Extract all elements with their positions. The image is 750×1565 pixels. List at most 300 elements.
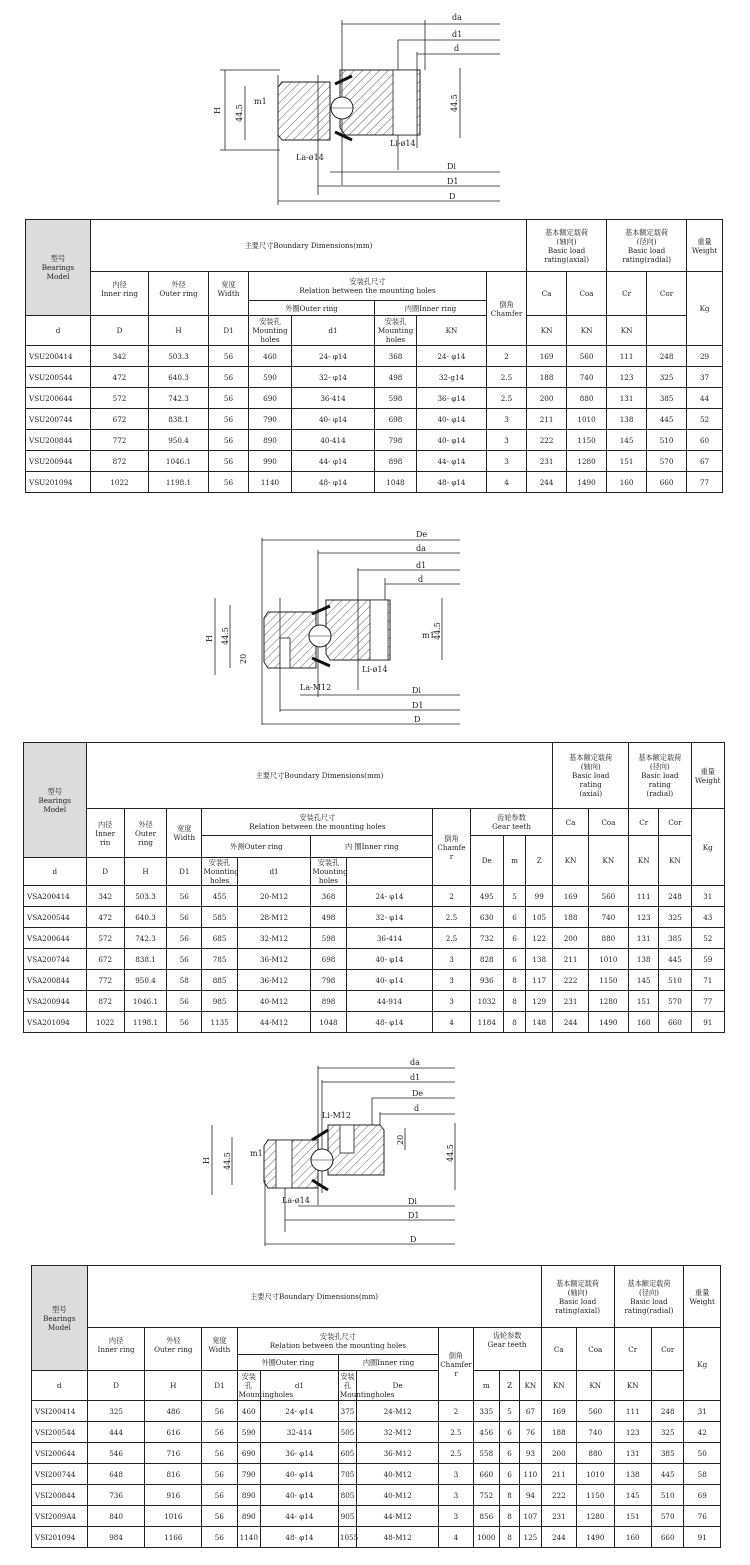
model-cell: VSA200744 (24, 949, 87, 970)
dim-44-5-right: 44.5 (433, 622, 442, 640)
sym-m: m (503, 836, 525, 886)
table-cell: 52 (691, 928, 724, 949)
table-cell: 325 (651, 1422, 683, 1443)
table-cell: 1280 (577, 1506, 614, 1527)
table-cell: 4 (439, 1527, 473, 1548)
table-cell: 990 (249, 451, 292, 472)
table-cell: 816 (145, 1464, 202, 1485)
table-cell: 151 (607, 451, 647, 472)
axial-load-header: 基本额定载荷 (轴向) Basic load rating(axial) (541, 1266, 614, 1328)
cr-header: Cr (614, 1328, 651, 1371)
table-cell: 44 (687, 388, 723, 409)
table-cell: 231 (553, 991, 588, 1012)
table-row (26, 346, 723, 367)
table-cell: 660 (647, 472, 687, 493)
outer-diameter-header: 外径 Outer ring (149, 272, 209, 316)
table-cell: 1048 (311, 1012, 346, 1033)
table-cell: 56 (209, 367, 249, 388)
table-cell: 630 (470, 907, 503, 928)
table-cell: 117 (526, 970, 553, 991)
table-cell: 805 (338, 1485, 356, 1506)
table-cell: 110 (520, 1464, 541, 1485)
kn-unit: KN (541, 1371, 576, 1401)
table-cell: 36-414 (292, 388, 375, 409)
table-cell: 200 (527, 388, 567, 409)
dim-H: H (205, 635, 214, 642)
callout-m1: m1 (254, 97, 267, 106)
mounting-header: 安装孔尺寸 Relation between the mounting holes (202, 809, 433, 836)
table-cell: 91 (684, 1527, 721, 1548)
table-cell: 1184 (470, 1012, 503, 1033)
kg-header: Kg (684, 1328, 721, 1401)
mounting-header: 安装孔尺寸 Relation between the mounting holes (237, 1328, 439, 1355)
table-cell: 131 (614, 1443, 651, 1464)
table-row (32, 1485, 721, 1506)
table-cell: 36-M12 (357, 1443, 439, 1464)
table-cell: 880 (567, 388, 607, 409)
table-cell: 916 (145, 1485, 202, 1506)
table-cell: 505 (338, 1422, 356, 1443)
table-cell: 950.4 (149, 430, 209, 451)
table-cell: 325 (659, 907, 691, 928)
table-cell: 107 (520, 1506, 541, 1527)
table-cell: 145 (629, 970, 659, 991)
table-cell: 77 (687, 472, 723, 493)
dim-Di: Di (412, 686, 421, 695)
table-cell: 44- φ14 (260, 1506, 338, 1527)
table-cell: 40-414 (292, 430, 375, 451)
table-cell: 40- φ14 (292, 409, 375, 430)
model-header: 型号 Bearings Model (32, 1266, 88, 1371)
ca-header: Ca (553, 809, 588, 836)
sym-d1: d1 (260, 1371, 338, 1401)
table-cell: 905 (338, 1506, 356, 1527)
table-cell: 1010 (588, 949, 628, 970)
table-cell: 984 (87, 1527, 145, 1548)
table-cell: 8 (499, 1527, 519, 1548)
table-cell: 67 (520, 1401, 541, 1422)
table-cell: 56 (202, 1506, 237, 1527)
dim-D: D (410, 1235, 417, 1244)
table-cell: 32-g14 (417, 367, 487, 388)
table-cell: 660 (651, 1527, 683, 1548)
table-cell: 872 (86, 991, 124, 1012)
bearing-drawing-vsa (200, 525, 510, 730)
kn-unit: KN (588, 836, 628, 886)
table-cell: 838.1 (124, 949, 166, 970)
table-row (32, 1422, 721, 1443)
kn-unit: KN (417, 316, 487, 346)
chamfer-header: 倒角 Chamfer (487, 272, 527, 346)
table-cell: 1055 (338, 1527, 356, 1548)
table-cell: 56 (209, 451, 249, 472)
table-cell: 32-414 (260, 1422, 338, 1443)
table-cell: 31 (684, 1401, 721, 1422)
table-cell: 40- φ14 (346, 949, 433, 970)
table-cell: 375 (338, 1401, 356, 1422)
chamfer-header: 倒角 Chamfer r (439, 1328, 473, 1401)
table-cell: 444 (87, 1422, 145, 1443)
table-cell: 598 (375, 388, 417, 409)
table-cell: 36-M12 (237, 949, 311, 970)
table-cell: 1000 (473, 1527, 499, 1548)
mounting-holes-outer-header: 安装孔 Mountingholes (238, 1372, 294, 1399)
model-cell: VSU200944 (26, 451, 91, 472)
table-cell: 40-M12 (357, 1464, 439, 1485)
table-cell: 44-914 (346, 991, 433, 1012)
table-cell: 716 (145, 1443, 202, 1464)
table-cell: 36- φ14 (260, 1443, 338, 1464)
table-cell: 138 (607, 409, 647, 430)
table-cell: 93 (520, 1443, 541, 1464)
table-cell: 200 (553, 928, 588, 949)
table-cell: 56 (202, 1422, 237, 1443)
dim-d: d (414, 1104, 420, 1113)
model-cell: VSI200644 (32, 1443, 88, 1464)
table-cell: 698 (375, 409, 417, 430)
mounting-holes-inner-header: 安装孔 Mountingholes (339, 1372, 395, 1399)
table-cell: 211 (527, 409, 567, 430)
table-cell: 24- φ14 (417, 346, 487, 367)
model-cell: VSA200844 (24, 970, 87, 991)
table-cell: 495 (470, 886, 503, 907)
table-cell: 732 (470, 928, 503, 949)
cor-header: Cor (651, 1328, 683, 1371)
table-cell: 455 (202, 886, 237, 907)
dim-d1: d1 (416, 561, 427, 570)
table-cell: 560 (577, 1401, 614, 1422)
table-cell: 56 (209, 472, 249, 493)
callout-li: Li-ø14 (362, 665, 388, 674)
table-cell: 48- φ14 (417, 472, 487, 493)
table-cell: 740 (588, 907, 628, 928)
table-cell: 48- φ14 (260, 1527, 338, 1548)
table-cell: 660 (473, 1464, 499, 1485)
table-cell: 32-M12 (237, 928, 311, 949)
sym-d: d (24, 858, 87, 886)
table-cell: 56 (209, 346, 249, 367)
table-cell: 32- φ14 (292, 367, 375, 388)
model-cell: VSU200544 (26, 367, 91, 388)
table-cell: 56 (209, 430, 249, 451)
table-cell: 503.3 (149, 346, 209, 367)
sym-d1: d1 (292, 316, 375, 346)
kn-unit: KN (553, 836, 588, 886)
table-cell: 560 (567, 346, 607, 367)
dim-H: H (202, 1157, 211, 1164)
table-cell: 1032 (470, 991, 503, 1012)
table-row (26, 430, 723, 451)
table-cell: 385 (659, 928, 691, 949)
table-cell: 248 (651, 1401, 683, 1422)
table-cell: 244 (527, 472, 567, 493)
dim-44-5-right: 44.5 (450, 94, 459, 112)
table-cell: 244 (541, 1527, 576, 1548)
model-header: 型号 Bearings Model (24, 743, 87, 858)
ca-header: Ca (541, 1328, 576, 1371)
table-cell: 20-M12 (237, 886, 311, 907)
table-cell: 56 (202, 1527, 237, 1548)
table-cell: 6 (503, 907, 525, 928)
table-cell: 125 (520, 1527, 541, 1548)
dim-44-5-right: 44.5 (446, 1144, 455, 1162)
table-cell: 2 (487, 346, 527, 367)
table-cell: 950.4 (124, 970, 166, 991)
coa-header: Coa (588, 809, 628, 836)
model-cell: VSI200744 (32, 1464, 88, 1485)
model-cell: VSU200844 (26, 430, 91, 451)
table-cell: 36-M12 (237, 970, 311, 991)
table-cell: 2 (439, 1401, 473, 1422)
table-cell: 8 (499, 1506, 519, 1527)
table-cell: 76 (684, 1506, 721, 1527)
ca-header: Ca (527, 272, 567, 316)
model-cell: VSA200644 (24, 928, 87, 949)
weight-header: 重量 Weight (684, 1266, 721, 1328)
callout-m1: m1 (422, 631, 435, 640)
sym-d: d (32, 1371, 88, 1401)
table-cell: 498 (375, 367, 417, 388)
table-cell: 48-M12 (357, 1527, 439, 1548)
table-cell: 138 (526, 949, 553, 970)
table-row (26, 388, 723, 409)
table-cell: 44-M12 (357, 1506, 439, 1527)
table-cell: 129 (526, 991, 553, 1012)
table-cell: 123 (614, 1422, 651, 1443)
table-cell: 1198.1 (149, 472, 209, 493)
weight-header: 重量 Weight (691, 743, 724, 809)
table-cell: 1022 (91, 472, 149, 493)
table-cell: 1016 (145, 1506, 202, 1527)
dim-D: D (414, 715, 421, 724)
table-cell: 145 (607, 430, 647, 451)
inner-diameter-header: 内径 Inner rin (86, 809, 124, 858)
table-cell: 8 (503, 991, 525, 1012)
table-cell: 445 (659, 949, 691, 970)
table-cell: 56 (167, 886, 202, 907)
table-cell: 211 (541, 1464, 576, 1485)
table-cell: 222 (553, 970, 588, 991)
table-cell: 872 (91, 451, 149, 472)
sym-Z: Z (499, 1371, 519, 1401)
inner-ring-header: 内圈Inner ring (338, 1355, 438, 1371)
sym-De: De (470, 836, 503, 886)
table-cell: 42 (684, 1422, 721, 1443)
table-row (26, 472, 723, 493)
dim-D1: D1 (447, 177, 459, 186)
table-row (26, 409, 723, 430)
outer-ring-header: 外测Outer ring (202, 836, 311, 858)
table-cell: 4 (433, 1012, 470, 1033)
table-cell: 1140 (249, 472, 292, 493)
table-cell: 32-M12 (357, 1422, 439, 1443)
callout-m1: m1 (250, 1149, 263, 1158)
table-cell: 40- φ14 (260, 1485, 338, 1506)
table-cell: 59 (691, 949, 724, 970)
table-cell: 56 (202, 1485, 237, 1506)
spec-table-vsa (23, 742, 725, 1033)
table-cell: 131 (607, 388, 647, 409)
table-cell: 590 (249, 367, 292, 388)
table-cell: 498 (311, 907, 346, 928)
table-cell: 24- φ14 (260, 1401, 338, 1422)
sym-D: D (86, 858, 124, 886)
table-cell: 342 (86, 886, 124, 907)
table-cell: 6 (503, 949, 525, 970)
table-cell: 856 (473, 1506, 499, 1527)
dim-d: d (418, 575, 424, 584)
table-cell: 3 (487, 409, 527, 430)
table-cell: 3 (433, 949, 470, 970)
table-cell: 3 (487, 430, 527, 451)
table-cell: 890 (249, 430, 292, 451)
table-cell: 188 (553, 907, 588, 928)
table-cell: 48- φ14 (346, 1012, 433, 1033)
inner-diameter-header: 内径 Inner ring (91, 272, 149, 316)
table-cell: 740 (577, 1422, 614, 1443)
cr-header: Cr (629, 809, 659, 836)
table-cell: 6 (503, 928, 525, 949)
table-cell: 325 (647, 367, 687, 388)
table-cell: 151 (614, 1506, 651, 1527)
sym-D: D (91, 316, 149, 346)
table-cell: 138 (629, 949, 659, 970)
table-cell: 570 (651, 1506, 683, 1527)
table-cell: 1198.1 (124, 1012, 166, 1033)
callout-la: La-ø14 (282, 1196, 310, 1205)
table-cell: 37 (687, 367, 723, 388)
table-cell: 50 (684, 1443, 721, 1464)
table-cell: 111 (629, 886, 659, 907)
table-cell: 572 (86, 928, 124, 949)
table-cell: 3 (439, 1485, 473, 1506)
table-cell: 60 (687, 430, 723, 451)
table-cell: 890 (237, 1506, 260, 1527)
model-cell: VSI200544 (32, 1422, 88, 1443)
table-cell: 105 (526, 907, 553, 928)
table-cell: 772 (91, 430, 149, 451)
table-cell: 77 (691, 991, 724, 1012)
table-cell: 56 (209, 388, 249, 409)
table-cell: 560 (588, 886, 628, 907)
table-row (26, 367, 723, 388)
sym-D: D (87, 1371, 145, 1401)
table-cell: 790 (237, 1464, 260, 1485)
table-cell: 880 (588, 928, 628, 949)
table-cell: 1150 (567, 430, 607, 451)
table-cell: 58 (684, 1464, 721, 1485)
sym-Z: Z (526, 836, 553, 886)
table-cell: 690 (249, 388, 292, 409)
table-cell: 510 (659, 970, 691, 991)
model-cell: VSI200414 (32, 1401, 88, 1422)
table-cell: 76 (520, 1422, 541, 1443)
table-cell: 248 (659, 886, 691, 907)
table-cell: 503.3 (124, 886, 166, 907)
model-cell: VSU200644 (26, 388, 91, 409)
callout-la: La-ø14 (296, 153, 324, 162)
table-cell: 56 (167, 928, 202, 949)
boundary-header: 主要尺寸Boundary Dimensions(mm) (86, 743, 553, 809)
dim-De: De (412, 1089, 424, 1098)
table-cell: 445 (651, 1464, 683, 1485)
table-cell: 2.5 (487, 388, 527, 409)
table-cell: 648 (87, 1464, 145, 1485)
table-row (24, 1012, 725, 1033)
table-cell: 985 (202, 991, 237, 1012)
table-cell: 169 (541, 1401, 576, 1422)
table-row (24, 991, 725, 1012)
table-cell: 56 (167, 949, 202, 970)
table-cell: 798 (311, 970, 346, 991)
model-cell: VSU200744 (26, 409, 91, 430)
sym-H: H (145, 1371, 202, 1401)
sym-H: H (149, 316, 209, 346)
table-cell: 56 (202, 1464, 237, 1485)
table-cell: 486 (145, 1401, 202, 1422)
callout-li: Li-ø14 (390, 139, 416, 148)
table-cell: 24-M12 (357, 1401, 439, 1422)
table-cell: 160 (614, 1527, 651, 1548)
table-cell: 3 (433, 991, 470, 1012)
chamfer-header: 倒角 Chamfe r (433, 809, 470, 886)
table-cell: 8 (503, 1012, 525, 1033)
gear-teeth-header: 齿轮参数 Gear teeth (470, 809, 553, 836)
table-cell: 44- φ14 (417, 451, 487, 472)
dim-44-5-left: 44.5 (223, 1152, 232, 1170)
outer-ring-header: 外圈Outer ring (249, 301, 375, 316)
table-cell: 1046.1 (124, 991, 166, 1012)
table-cell: 5 (503, 886, 525, 907)
table-cell: 36-414 (346, 928, 433, 949)
boundary-header: 主要尺寸Boundary Dimensions(mm) (91, 220, 527, 272)
table-cell: 123 (607, 367, 647, 388)
kn-unit: KN (629, 836, 659, 886)
table-cell: 111 (614, 1401, 651, 1422)
table-cell: 160 (629, 1012, 659, 1033)
table-cell: 1150 (577, 1485, 614, 1506)
table-cell: 472 (91, 367, 149, 388)
model-cell: VSU201094 (26, 472, 91, 493)
table-cell: 40-M12 (357, 1485, 439, 1506)
table-cell: 32- φ14 (346, 907, 433, 928)
kg-header: Kg (687, 272, 723, 346)
kn-unit: KN (527, 316, 567, 346)
dim-d1: d1 (452, 30, 463, 39)
inner-ring-header: 内圈Inner ring (375, 301, 487, 316)
kn-unit: KN (567, 316, 607, 346)
table-cell: 40- φ14 (260, 1464, 338, 1485)
table-cell: 1046.1 (149, 451, 209, 472)
table-cell: 1150 (588, 970, 628, 991)
table-cell: 2.5 (487, 367, 527, 388)
inner-diameter-header: 内径 Inner ring (87, 1328, 145, 1371)
table-cell: 56 (167, 907, 202, 928)
gear-teeth-header: 齿轮参数 Gear teeth (473, 1328, 541, 1371)
dim-D1: D1 (412, 701, 424, 710)
table-cell: 148 (526, 1012, 553, 1033)
table-cell: 640.3 (124, 907, 166, 928)
table-cell: 3 (439, 1464, 473, 1485)
table-row (32, 1401, 721, 1422)
dim-De: De (416, 530, 428, 539)
outer-diameter-header: 外轻 Outer ring (145, 1328, 202, 1371)
sym-De: De (357, 1371, 439, 1401)
table-cell: 1010 (567, 409, 607, 430)
table-cell: 598 (311, 928, 346, 949)
table-cell: 605 (338, 1443, 356, 1464)
dim-da: da (416, 544, 426, 553)
